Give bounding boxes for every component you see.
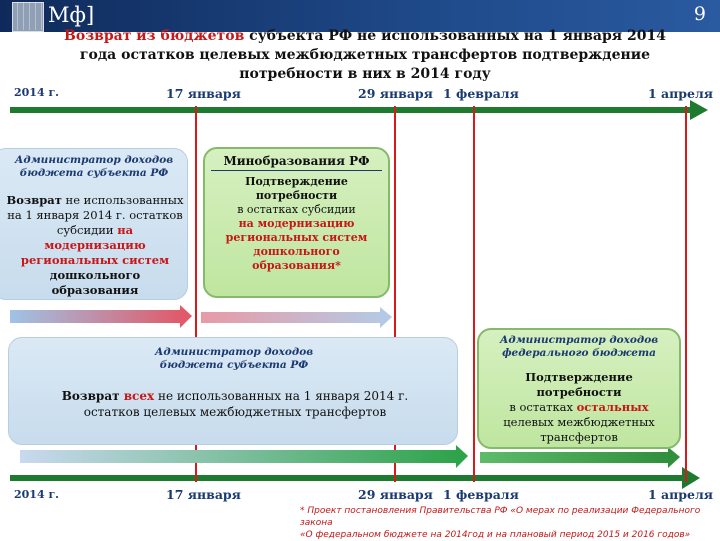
box4-heading: Администратор доходов федерального бюджета bbox=[499, 334, 659, 359]
date-bottom-1feb: 1 февраля bbox=[443, 487, 519, 502]
box-minobr-confirm bbox=[203, 147, 390, 298]
title-red-part: Возврат из бюджетов bbox=[64, 28, 245, 44]
box1-text-tail: дошкольного образования bbox=[49, 268, 141, 297]
arrow-return-all-body bbox=[20, 450, 458, 463]
box4-text bbox=[483, 370, 675, 445]
date-bottom-29jan: 29 января bbox=[358, 487, 433, 502]
box2-line1: Подтверждение потребности bbox=[245, 175, 348, 202]
logo-text: Мф] bbox=[48, 3, 95, 27]
box-admin-subject-return-all bbox=[8, 337, 458, 445]
box2-line2: в остатках субсидии bbox=[237, 203, 356, 216]
box4-line2-red: остальных bbox=[576, 400, 649, 414]
box3-text-red: всех bbox=[123, 389, 155, 403]
box1-text-red: на модернизацию региональных систем bbox=[20, 223, 170, 267]
footnote-line1: * Проект постановления Правительства РФ «О мерах по реализации Федерального закона bbox=[300, 506, 701, 528]
box4-line2a: в остатках bbox=[509, 400, 577, 414]
date-top-1apr: 1 апреля bbox=[648, 86, 714, 101]
date-top-17jan: 17 января bbox=[166, 86, 241, 101]
box2-text bbox=[211, 175, 382, 273]
arrow-confirm-rest-head bbox=[668, 447, 680, 468]
box1-heading: Администратор доходов бюджета субъекта РФ bbox=[14, 154, 174, 179]
date-bottom-1apr: 1 апреля bbox=[648, 487, 714, 502]
box2-text-red: на модернизацию bbox=[238, 217, 355, 230]
footnote-line2: «О федеральном бюджете на 2014год и на плановый период 2015 и 2016 годов» bbox=[300, 530, 691, 540]
box3-heading: Администратор доходов бюджета субъекта РФ bbox=[154, 346, 314, 371]
arrow-return-all-head bbox=[456, 445, 468, 468]
box1-text-bold: Возврат bbox=[6, 193, 62, 207]
timeline-bottom-arrowhead bbox=[682, 467, 700, 489]
year-label-top: 2014 г. bbox=[14, 86, 60, 99]
date-top-29jan: 29 января bbox=[358, 86, 433, 101]
year-label-bottom: 2014 г. bbox=[14, 488, 60, 501]
box4-line3: целевых межбюджетных трансфертов bbox=[503, 415, 655, 444]
box3-text bbox=[45, 388, 425, 420]
box1-text-rest: не использованных на 1 января 2014 г. остатков субсидии bbox=[7, 193, 184, 237]
box-admin-subject-return-subsidy bbox=[0, 148, 188, 300]
box4-line1: Подтверждение потребности bbox=[525, 370, 633, 399]
arrow-confirm-subsidy-body bbox=[201, 312, 381, 323]
arrow-confirm-rest-body bbox=[480, 452, 670, 463]
date-bottom-17jan: 17 января bbox=[166, 487, 241, 502]
arrow-return-subsidy-head bbox=[180, 305, 192, 328]
timeline-bottom-bar bbox=[10, 475, 686, 481]
title-rest: субъекта РФ не использованных на 1 января 2014 года остатков целевых межбюджетных трансфертов подтверждение потребности в них в 2014 году bbox=[79, 28, 666, 82]
footnote bbox=[300, 505, 715, 541]
page-number: 9 bbox=[693, 3, 706, 25]
box2-heading: Минобразования РФ bbox=[211, 154, 382, 171]
box-admin-federal-confirm bbox=[477, 328, 681, 449]
box2-text-tail: региональных систем дошкольного образования* bbox=[225, 231, 368, 272]
box3-text-rest: не использованных на 1 января 2014 г. остатков целевых межбюджетных трансфертов bbox=[83, 389, 409, 419]
box3-text-bold: Возврат bbox=[61, 389, 124, 403]
timeline-top-arrowhead bbox=[690, 100, 708, 120]
date-top-1feb: 1 февраля bbox=[443, 86, 519, 101]
box1-text bbox=[5, 193, 185, 298]
arrow-return-subsidy-body bbox=[10, 310, 182, 323]
timeline-top-bar bbox=[10, 107, 694, 113]
arrow-confirm-subsidy-head bbox=[380, 307, 392, 328]
